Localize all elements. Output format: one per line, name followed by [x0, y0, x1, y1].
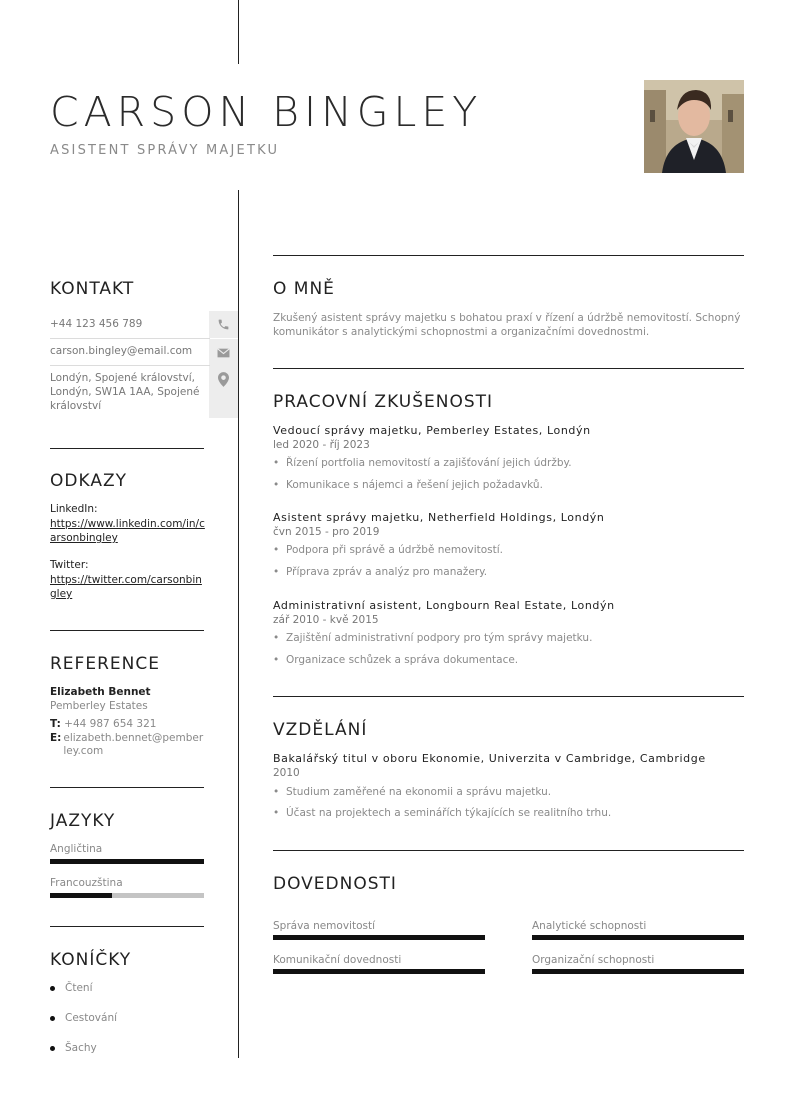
- map-pin-icon: [209, 366, 238, 418]
- section-rule: [50, 630, 204, 631]
- link-label-twitter: Twitter:: [50, 559, 89, 571]
- job-bullet: • Komunikace s nájemci a řešení jejich požadavků.: [273, 479, 543, 491]
- reference-email-label: E:: [50, 732, 62, 744]
- language-level-bar: [50, 859, 204, 864]
- bullet-dot: [50, 986, 55, 991]
- job-title: Administrativní asistent, Longbourn Real Estate, Londýn: [273, 599, 615, 612]
- contact-email: carson.bingley@email.com: [50, 345, 193, 357]
- job-bullet-text: Podpora při správě a údržbě nemovitostí.: [286, 544, 504, 556]
- twitter-link[interactable]: https://twitter.com/carsonbingley: [50, 574, 202, 600]
- reference-phone: +44 987 654 321: [64, 718, 157, 730]
- skills-heading: DOVEDNOSTI: [273, 874, 397, 894]
- candidate-title: ASISTENT SPRÁVY MAJETKU: [50, 143, 280, 158]
- section-rule: [273, 368, 744, 369]
- language-name: Angličtina: [50, 843, 103, 855]
- vertical-divider-top: [238, 0, 239, 64]
- job-dates: led 2020 - říj 2023: [273, 439, 370, 451]
- education-year: 2010: [273, 767, 300, 779]
- job-bullet-text: Organizace schůzek a správa dokumentace.: [286, 654, 519, 666]
- skill-name: Analytické schopnosti: [532, 920, 647, 932]
- hobby-label: Šachy: [65, 1042, 97, 1054]
- reference-email: elizabeth.bennet@pemberley.com: [63, 732, 204, 757]
- education-heading: VZDĚLÁNÍ: [273, 720, 368, 740]
- hobbies-heading: KONÍČKY: [50, 950, 132, 970]
- contact-heading: KONTAKT: [50, 279, 135, 299]
- skill-name: Organizační schopnosti: [532, 954, 655, 966]
- job-title: Vedoucí správy majetku, Pemberley Estates, Londýn: [273, 424, 591, 437]
- skill-level-fill: [273, 935, 485, 940]
- job-bullet-text: Zajištění administrativní podpory pro tým správy majetku.: [286, 632, 593, 644]
- hobby-label: Cestování: [65, 1012, 118, 1024]
- linkedin-link[interactable]: https://www.linkedin.com/in/carsonbingley: [50, 518, 205, 544]
- section-rule: [50, 448, 204, 449]
- job-dates: čvn 2015 - pro 2019: [273, 526, 380, 538]
- contact-phone: +44 123 456 789: [50, 318, 143, 330]
- job-bullet: • Podpora při správě a údržbě nemovitostí.: [273, 544, 504, 556]
- section-rule: [273, 696, 744, 697]
- language-level-fill: [50, 893, 112, 898]
- bullet-dot: [50, 1016, 55, 1021]
- job-bullet: • Zajištění administrativní podpory pro tým správy majetku.: [273, 632, 593, 644]
- skill-level-fill: [273, 969, 485, 974]
- contact-address: Londýn, Spojené království, Londýn, SW1A 1AA, Spojené království: [50, 372, 200, 412]
- contact-phone-row: [50, 311, 238, 338]
- job-bullet: • Řízení portfolia nemovitostí a zajišťování jejich údržby.: [273, 457, 572, 469]
- hobby-item: [50, 1042, 97, 1054]
- reference-email-line: [50, 732, 206, 758]
- section-rule: [273, 850, 744, 851]
- reference-company: Pemberley Estates: [50, 700, 148, 712]
- experience-heading: PRACOVNÍ ZKUŠENOSTI: [273, 392, 494, 412]
- education-bullet: • Studium zaměřené na ekonomii a správu majetku.: [273, 786, 552, 798]
- skill-level-bar: [273, 969, 485, 974]
- skill-level-fill: [532, 935, 744, 940]
- about-heading: O MNĚ: [273, 279, 335, 299]
- job-bullet: • Příprava zpráv a analýz pro manažery.: [273, 566, 488, 578]
- phone-icon: [209, 311, 238, 338]
- job-dates: zář 2010 - kvě 2015: [273, 614, 379, 626]
- hobby-item: [50, 982, 92, 994]
- link-label-linkedin: LinkedIn:: [50, 503, 98, 515]
- section-rule: [50, 926, 204, 927]
- skill-level-bar: [532, 969, 744, 974]
- education-degree: Bakalářský titul v oboru Ekonomie, Univerzita v Cambridge, Cambridge: [273, 752, 706, 765]
- languages-heading: JAZYKY: [50, 811, 116, 831]
- bullet-dot: [50, 1046, 55, 1051]
- language-name: Francouzština: [50, 877, 123, 889]
- about-text: Zkušený asistent správy majetku s bohatou praxí v řízení a údržbě nemovitostí. Schopný komunikátor s analytickými schopnostmi a organizačními dovednostmi.: [273, 312, 741, 338]
- reference-heading: REFERENCE: [50, 654, 160, 674]
- hobby-item: [50, 1012, 117, 1024]
- reference-phone-line: [50, 718, 206, 731]
- job-bullet-text: Komunikace s nájemci a řešení jejich požadavků.: [286, 479, 543, 491]
- education-bullet-text: Studium zaměřené na ekonomii a správu majetku.: [286, 786, 552, 798]
- job-bullet-text: Řízení portfolia nemovitostí a zajišťování jejich údržby.: [286, 457, 572, 469]
- reference-phone-label: T:: [50, 718, 61, 730]
- section-rule: [50, 787, 204, 788]
- education-bullet: • Účast na projektech a seminářích týkajících se realitního trhu.: [273, 807, 612, 819]
- language-level-fill: [50, 859, 204, 864]
- language-level-bar: [50, 893, 204, 898]
- candidate-name: CARSON BINGLEY: [50, 88, 483, 136]
- vertical-divider: [238, 190, 239, 1058]
- job-bullet: • Organizace schůzek a správa dokumentace.: [273, 654, 519, 666]
- contact-email-row: [50, 339, 238, 366]
- skill-level-bar: [273, 935, 485, 940]
- contact-address-row: [50, 366, 238, 418]
- education-bullet-text: Účast na projektech a seminářích týkajících se realitního trhu.: [286, 807, 612, 819]
- section-rule: [273, 255, 744, 256]
- reference-name: Elizabeth Bennet: [50, 686, 151, 698]
- skill-name: Správa nemovitostí: [273, 920, 376, 932]
- skill-level-fill: [532, 969, 744, 974]
- envelope-icon: [209, 339, 238, 366]
- hobby-label: Čtení: [65, 982, 93, 994]
- job-title: Asistent správy majetku, Netherfield Holdings, Londýn: [273, 511, 605, 524]
- skill-name: Komunikační dovednosti: [273, 954, 402, 966]
- skill-level-bar: [532, 935, 744, 940]
- profile-photo: [644, 80, 744, 173]
- links-heading: ODKAZY: [50, 471, 127, 491]
- job-bullet-text: Příprava zpráv a analýz pro manažery.: [286, 566, 488, 578]
